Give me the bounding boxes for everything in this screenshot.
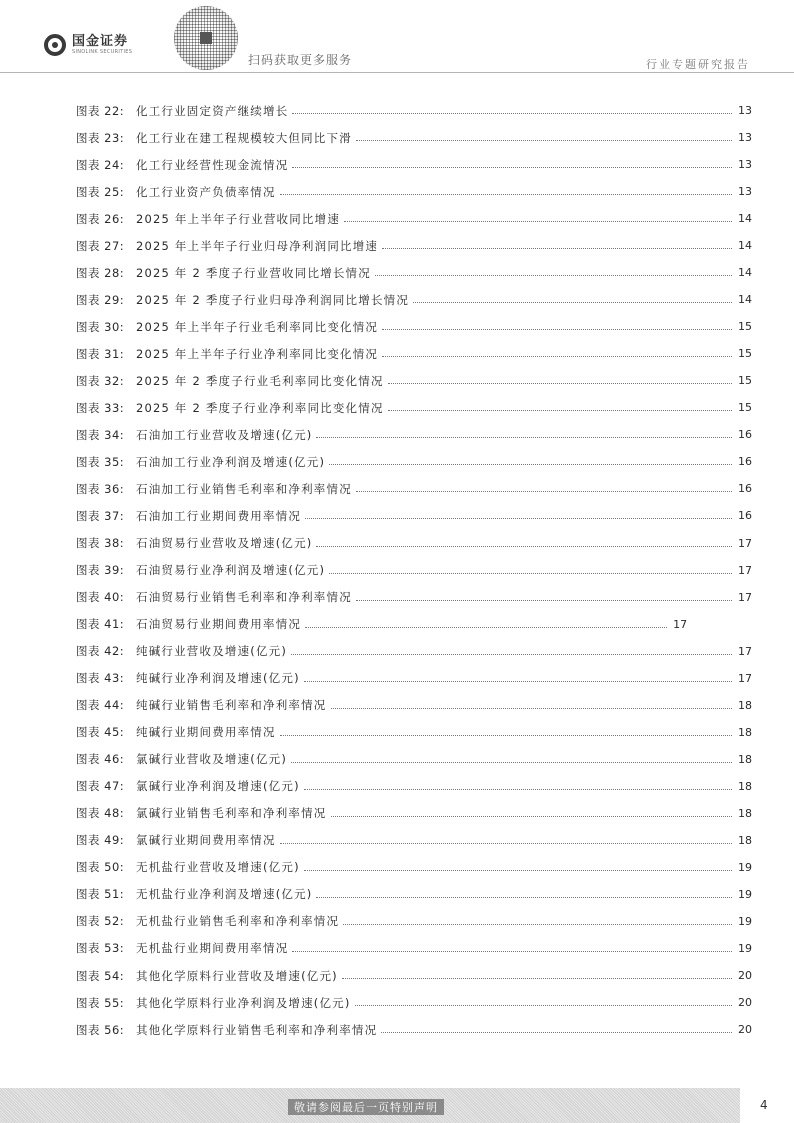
report-type-label: 行业专题研究报告 <box>646 58 750 71</box>
toc-page-number: 17 <box>738 644 752 658</box>
toc-figure-label: 图表 31: <box>76 346 125 361</box>
toc-entry[interactable] <box>76 989 752 1016</box>
toc-figure-label: 图表 51: <box>76 887 125 902</box>
toc-figure-title[interactable]: 纯碱行业期间费用率情况 <box>136 725 276 740</box>
toc-dot-leader <box>375 275 732 276</box>
toc-dot-leader <box>381 1032 732 1033</box>
toc-figure-title[interactable]: 石油加工行业销售毛利率和净利率情况 <box>136 481 352 496</box>
toc-figure-label: 图表 24: <box>76 157 125 172</box>
toc-figure-label: 图表 47: <box>76 779 125 794</box>
toc-page-number: 17 <box>738 563 752 577</box>
toc-dot-leader <box>316 546 732 547</box>
toc-page-number: 14 <box>738 212 752 226</box>
toc-dot-leader <box>291 762 732 763</box>
toc-entry[interactable] <box>76 259 752 286</box>
toc-figure-title[interactable]: 2025 年 2 季度子行业净利率同比变化情况 <box>136 400 384 415</box>
toc-figure-title[interactable]: 其他化学原料行业销售毛利率和净利率情况 <box>136 1022 378 1037</box>
toc-entry[interactable] <box>76 448 752 475</box>
header-divider <box>0 72 794 73</box>
toc-figure-label: 图表 37: <box>76 508 125 523</box>
toc-figure-label: 图表 35: <box>76 454 125 469</box>
toc-entry[interactable] <box>76 97 752 124</box>
toc-figure-label: 图表 45: <box>76 725 125 740</box>
toc-entry[interactable] <box>76 962 752 989</box>
toc-figure-title[interactable]: 石油加工行业营收及增速(亿元) <box>136 427 313 442</box>
toc-page-number: 13 <box>738 131 752 145</box>
toc-dot-leader <box>331 816 733 817</box>
brand-name-cn: 国金证券 <box>72 33 129 49</box>
brand-name-en: SINOLINK SECURITIES <box>72 48 133 55</box>
toc-entry[interactable] <box>76 313 752 340</box>
toc-page-number: 14 <box>738 239 752 253</box>
toc-entry[interactable] <box>76 935 752 962</box>
toc-entry[interactable] <box>76 827 752 854</box>
toc-figure-title[interactable]: 2025 年上半年子行业毛利率同比变化情况 <box>136 319 379 334</box>
toc-dot-leader <box>280 843 732 844</box>
toc-entry[interactable] <box>76 151 752 178</box>
toc-figure-label: 图表 34: <box>76 427 125 442</box>
scan-prompt: 扫码获取更多服务 <box>248 53 353 67</box>
toc-page-number: 18 <box>738 779 752 793</box>
toc-figure-label: 图表 22: <box>76 103 125 118</box>
toc-figure-title[interactable]: 化工行业在建工程规模较大但同比下滑 <box>136 130 352 145</box>
toc-figure-label: 图表 52: <box>76 914 125 929</box>
toc-figure-title[interactable]: 纯碱行业销售毛利率和净利率情况 <box>136 698 327 713</box>
toc-figure-title[interactable]: 化工行业资产负债率情况 <box>136 184 276 199</box>
toc-figure-title[interactable]: 氯碱行业期间费用率情况 <box>136 833 276 848</box>
toc-figure-label: 图表 54: <box>76 968 125 983</box>
toc-figure-title[interactable]: 石油加工行业期间费用率情况 <box>136 508 302 523</box>
toc-figure-label: 图表 53: <box>76 941 125 956</box>
toc-figure-title[interactable]: 氯碱行业销售毛利率和净利率情况 <box>136 806 327 821</box>
toc-page-number: 16 <box>738 428 752 442</box>
toc-dot-leader <box>329 573 732 574</box>
toc-figure-title[interactable]: 2025 年上半年子行业营收同比增速 <box>136 211 341 226</box>
toc-page-number: 19 <box>738 941 752 955</box>
toc-page-number: 18 <box>738 725 752 739</box>
toc-figure-label: 图表 25: <box>76 184 125 199</box>
toc-dot-leader <box>344 221 732 222</box>
toc-figure-title[interactable]: 石油贸易行业期间费用率情况 <box>136 617 302 632</box>
toc-dot-leader <box>305 518 732 519</box>
toc-page-number: 14 <box>738 293 752 307</box>
toc-page-number: 17 <box>738 590 752 604</box>
toc-figure-title[interactable]: 无机盐行业营收及增速(亿元) <box>136 860 300 875</box>
toc-page-number: 19 <box>738 887 752 901</box>
toc-figure-title[interactable]: 氯碱行业净利润及增速(亿元) <box>136 779 300 794</box>
toc-figure-label: 图表 40: <box>76 590 125 605</box>
toc-figure-label: 图表 55: <box>76 995 125 1010</box>
toc-entry[interactable] <box>76 124 752 151</box>
toc-entry[interactable] <box>76 665 752 692</box>
toc-figure-title[interactable]: 2025 年 2 季度子行业营收同比增长情况 <box>136 265 371 280</box>
toc-dot-leader <box>292 113 732 114</box>
toc-page-number: 13 <box>738 158 752 172</box>
toc-entry[interactable] <box>76 286 752 313</box>
toc-figure-label: 图表 33: <box>76 400 125 415</box>
toc-figure-title[interactable]: 2025 年上半年子行业归母净利润同比增速 <box>136 238 379 253</box>
toc-figure-title[interactable]: 纯碱行业营收及增速(亿元) <box>136 644 288 659</box>
toc-figure-title[interactable]: 2025 年 2 季度子行业归母净利润同比增长情况 <box>136 292 410 307</box>
toc-page-number: 20 <box>738 1023 752 1037</box>
toc-dot-leader <box>304 870 732 871</box>
toc-figure-title[interactable]: 石油贸易行业营收及增速(亿元) <box>136 536 313 551</box>
toc-page-number: 18 <box>738 752 752 766</box>
toc-figure-label: 图表 36: <box>76 481 125 496</box>
toc-figure-title[interactable]: 2025 年上半年子行业净利率同比变化情况 <box>136 346 379 361</box>
company-logo <box>44 34 132 56</box>
toc-figure-label: 图表 28: <box>76 265 125 280</box>
toc-dot-leader <box>305 627 667 628</box>
toc-entry[interactable] <box>76 232 752 259</box>
toc-dot-leader <box>316 437 732 438</box>
toc-entry[interactable] <box>76 475 752 502</box>
toc-figure-label: 图表 23: <box>76 130 125 145</box>
toc-entry[interactable] <box>76 367 752 394</box>
toc-entry[interactable] <box>76 908 752 935</box>
toc-entry[interactable] <box>76 692 752 719</box>
toc-dot-leader <box>280 194 732 195</box>
toc-dot-leader <box>382 329 732 330</box>
toc-figure-title[interactable]: 石油贸易行业净利润及增速(亿元) <box>136 563 326 578</box>
toc-entry[interactable] <box>76 502 752 529</box>
toc-page-number: 13 <box>738 104 752 118</box>
toc-entry[interactable] <box>76 746 752 773</box>
toc-entry[interactable] <box>76 611 752 638</box>
toc-page-number: 19 <box>738 860 752 874</box>
toc-dot-leader <box>304 681 732 682</box>
toc-dot-leader <box>356 491 732 492</box>
toc-page-number: 17 <box>738 536 752 550</box>
toc-figure-label: 图表 38: <box>76 536 125 551</box>
toc-entry[interactable] <box>76 394 752 421</box>
toc-page-number: 18 <box>738 833 752 847</box>
toc-dot-leader <box>291 654 732 655</box>
toc-entry[interactable] <box>76 1016 752 1043</box>
toc-figure-label: 图表 32: <box>76 373 125 388</box>
toc-figure-title[interactable]: 石油加工行业净利润及增速(亿元) <box>136 454 326 469</box>
figure-index-list <box>76 97 752 1043</box>
toc-entry[interactable] <box>76 340 752 367</box>
toc-page-number: 16 <box>738 455 752 469</box>
toc-dot-leader <box>388 383 732 384</box>
toc-figure-label: 图表 42: <box>76 644 125 659</box>
page-header <box>0 0 794 78</box>
toc-entry[interactable] <box>76 854 752 881</box>
toc-page-number: 20 <box>738 969 752 983</box>
toc-figure-label: 图表 30: <box>76 319 125 334</box>
toc-dot-leader <box>382 248 732 249</box>
toc-dot-leader <box>280 735 732 736</box>
toc-figure-title[interactable]: 无机盐行业净利润及增速(亿元) <box>136 887 313 902</box>
toc-figure-label: 图表 43: <box>76 671 125 686</box>
toc-dot-leader <box>356 140 732 141</box>
toc-figure-title[interactable]: 无机盐行业期间费用率情况 <box>136 941 289 956</box>
toc-figure-title[interactable]: 化工行业固定资产继续增长 <box>136 103 289 118</box>
toc-page-number: 14 <box>738 266 752 280</box>
toc-dot-leader <box>316 897 732 898</box>
toc-page-number: 15 <box>738 320 752 334</box>
toc-page-number: 15 <box>738 347 752 361</box>
toc-dot-leader <box>356 600 732 601</box>
toc-page-number: 18 <box>738 698 752 712</box>
toc-dot-leader <box>343 924 732 925</box>
toc-figure-label: 图表 46: <box>76 752 125 767</box>
toc-page-number: 13 <box>738 185 752 199</box>
toc-figure-label: 图表 49: <box>76 833 125 848</box>
toc-figure-title[interactable]: 化工行业经营性现金流情况 <box>136 157 289 172</box>
toc-dot-leader <box>388 410 732 411</box>
logo-mark-icon <box>44 34 66 56</box>
toc-dot-leader <box>355 1005 732 1006</box>
toc-page-number: 17 <box>738 671 752 685</box>
toc-figure-label: 图表 26: <box>76 211 125 226</box>
toc-figure-title[interactable]: 2025 年 2 季度子行业毛利率同比变化情况 <box>136 373 384 388</box>
toc-entry[interactable] <box>76 800 752 827</box>
toc-figure-title[interactable]: 其他化学原料行业营收及增速(亿元) <box>136 968 338 983</box>
toc-figure-label: 图表 44: <box>76 698 125 713</box>
toc-figure-label: 图表 41: <box>76 617 125 632</box>
toc-figure-title[interactable]: 氯碱行业营收及增速(亿元) <box>136 752 288 767</box>
toc-dot-leader <box>304 789 732 790</box>
toc-entry[interactable] <box>76 557 752 584</box>
page-number: 4 <box>760 1098 768 1112</box>
toc-figure-label: 图表 39: <box>76 563 125 578</box>
toc-page-number: 16 <box>738 509 752 523</box>
toc-figure-label: 图表 48: <box>76 806 125 821</box>
toc-entry[interactable] <box>76 421 752 448</box>
toc-entry[interactable] <box>76 205 752 232</box>
toc-entry[interactable] <box>76 530 752 557</box>
toc-dot-leader <box>329 464 732 465</box>
toc-entry[interactable] <box>76 638 752 665</box>
toc-dot-leader <box>292 167 732 168</box>
toc-figure-label: 图表 27: <box>76 238 125 253</box>
toc-page-number: 19 <box>738 914 752 928</box>
toc-dot-leader <box>382 356 732 357</box>
toc-dot-leader <box>292 951 732 952</box>
toc-figure-title[interactable]: 其他化学原料行业净利润及增速(亿元) <box>136 995 351 1010</box>
toc-figure-label: 图表 29: <box>76 292 125 307</box>
toc-page-number: 15 <box>738 374 752 388</box>
toc-entry[interactable] <box>76 178 752 205</box>
footer-disclaimer[interactable]: 敬请参阅最后一页特别声明 <box>288 1099 444 1115</box>
toc-dot-leader <box>413 302 732 303</box>
toc-figure-title[interactable]: 纯碱行业净利润及增速(亿元) <box>136 671 300 686</box>
toc-entry[interactable] <box>76 881 752 908</box>
toc-page-number: 16 <box>738 482 752 496</box>
toc-page-number: 15 <box>738 401 752 415</box>
toc-figure-title[interactable]: 石油贸易行业销售毛利率和净利率情况 <box>136 590 352 605</box>
toc-figure-title[interactable]: 无机盐行业销售毛利率和净利率情况 <box>136 914 340 929</box>
toc-entry[interactable] <box>76 719 752 746</box>
qr-code-icon[interactable] <box>174 6 238 70</box>
toc-entry[interactable] <box>76 773 752 800</box>
toc-page-number: 18 <box>738 806 752 820</box>
toc-dot-leader <box>342 978 732 979</box>
toc-entry[interactable] <box>76 584 752 611</box>
toc-dot-leader <box>331 708 733 709</box>
logo-text <box>72 35 132 56</box>
toc-figure-label: 图表 50: <box>76 860 125 875</box>
toc-page-number: 17 <box>673 617 688 631</box>
toc-page-number: 20 <box>738 996 752 1010</box>
toc-figure-label: 图表 56: <box>76 1022 125 1037</box>
